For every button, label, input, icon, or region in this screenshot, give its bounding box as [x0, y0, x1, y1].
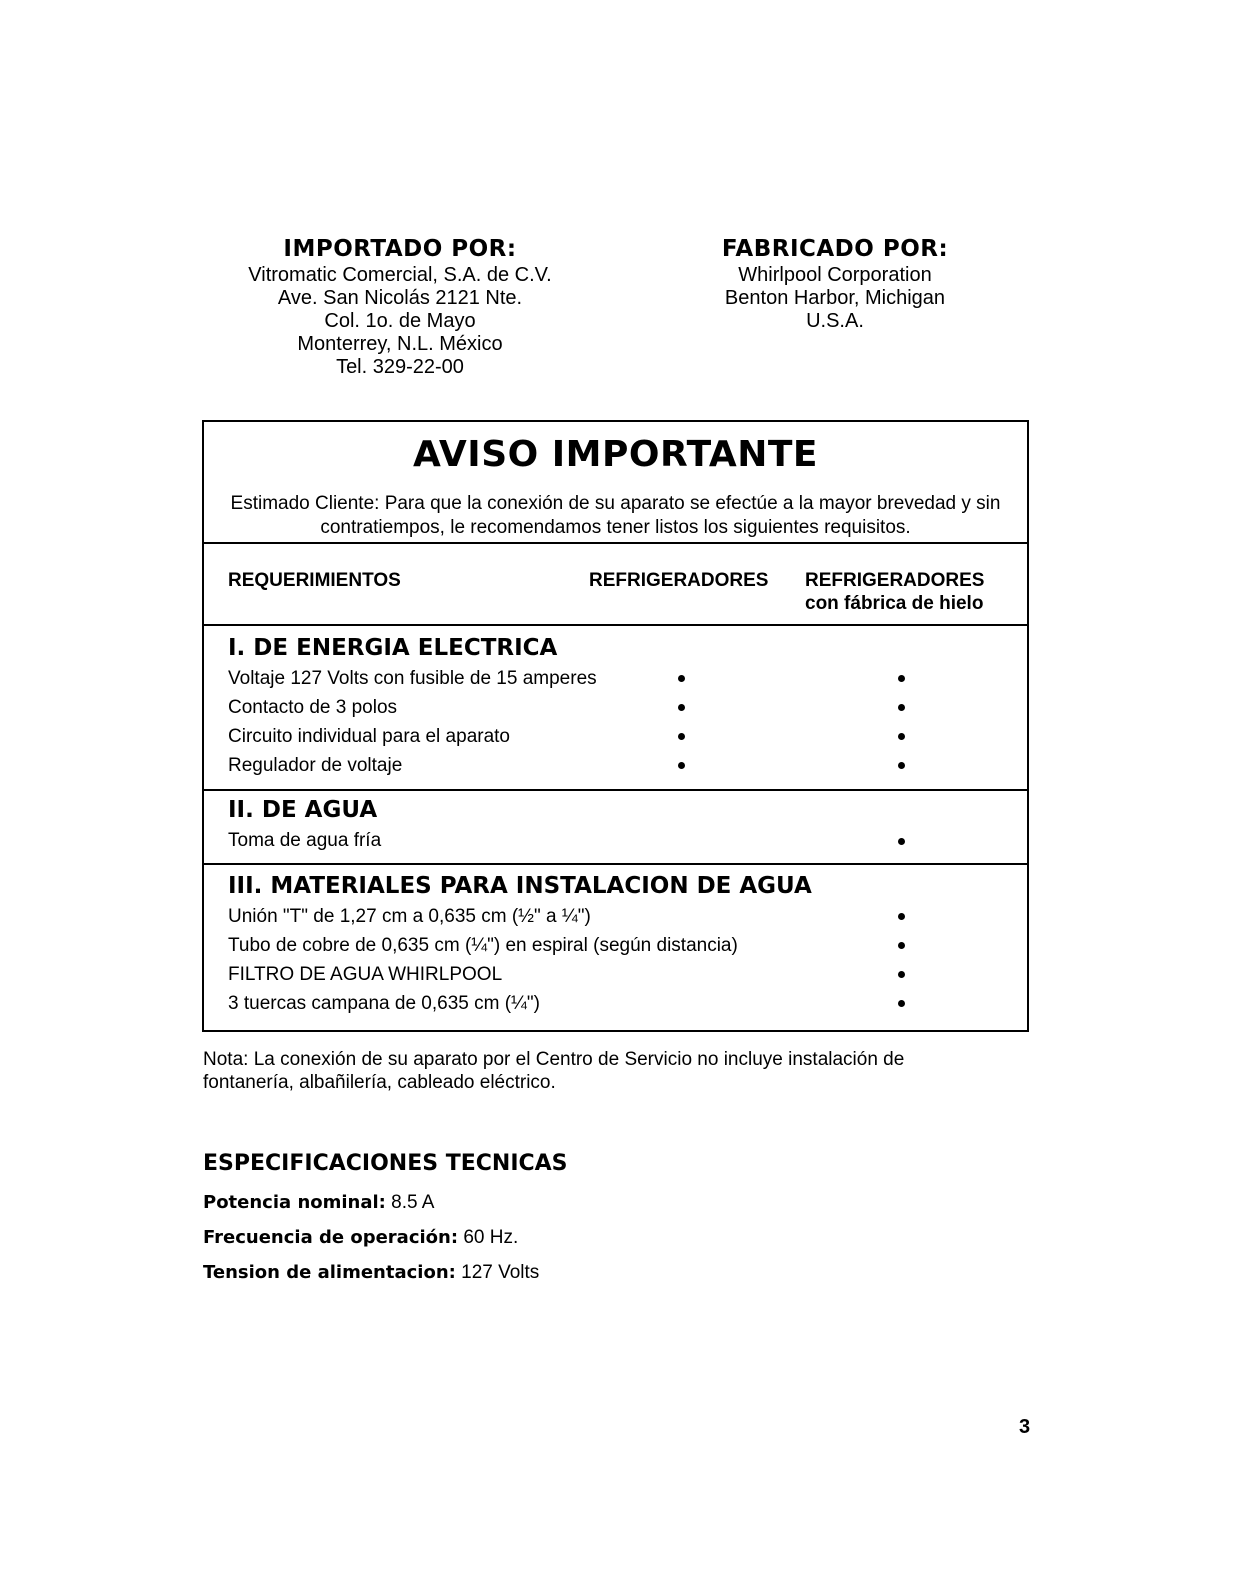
- bullet-con-hielo: [898, 704, 905, 711]
- importer-line: Tel. 329-22-00: [336, 356, 464, 378]
- nota: [203, 1048, 963, 1094]
- manufacturer-heading: FABRICADO POR:: [721, 236, 949, 262]
- divider: [204, 624, 1027, 626]
- spec-label: Tension de alimentacion:: [203, 1262, 456, 1283]
- bullet-con-hielo: [898, 1000, 905, 1007]
- column-header-refrigeradores: REFRIGERADORES: [589, 570, 769, 591]
- requirement-row: Toma de agua fría: [228, 830, 382, 851]
- spec-value: 8.5 A: [391, 1192, 435, 1213]
- aviso-intro-line: Estimado Cliente: Para que la conexión de su aparato se efectúe a la mayor brevedad y sin: [230, 493, 1001, 514]
- nota-line: Nota: La conexión de su aparato por el Centro de Servicio no incluye instalación de: [203, 1049, 905, 1070]
- requirement-row: Regulador de voltaje: [228, 755, 403, 776]
- spec-label: Frecuencia de operación:: [203, 1227, 459, 1248]
- aviso-intro: [210, 492, 1021, 540]
- importer-heading: IMPORTADO POR:: [283, 236, 517, 262]
- page-number: 3: [1019, 1416, 1031, 1438]
- column-header-line: REFRIGERADORES: [805, 570, 985, 591]
- section-title: I. DE ENERGIA ELECTRICA: [228, 635, 558, 661]
- bullet-refrigeradores: [678, 733, 685, 740]
- requirement-row: FILTRO DE AGUA WHIRLPOOL: [228, 964, 503, 985]
- requirement-row: Tubo de cobre de 0,635 cm (¼") en espiral (según distancia): [228, 935, 738, 956]
- nota-line: fontanería, albañilería, cableado eléctrico.: [203, 1072, 556, 1093]
- importer-line: Col. 1o. de Mayo: [324, 310, 476, 332]
- aviso-importante-box: [202, 420, 1029, 1032]
- divider: [204, 542, 1027, 544]
- bullet-refrigeradores: [678, 675, 685, 682]
- section-title: III. MATERIALES PARA INSTALACION DE AGUA: [228, 873, 812, 899]
- manufacturer-info: [685, 234, 985, 333]
- bullet-con-hielo: [898, 971, 905, 978]
- column-header-line: con fábrica de hielo: [805, 593, 984, 614]
- section-title: II. DE AGUA: [228, 797, 378, 823]
- divider: [204, 863, 1027, 865]
- bullet-refrigeradores: [678, 704, 685, 711]
- especificaciones-title: ESPECIFICACIONES TECNICAS: [203, 1151, 568, 1176]
- importer-line: Ave. San Nicolás 2121 Nte.: [277, 287, 523, 309]
- column-header-refrigeradores-hielo: [805, 569, 984, 615]
- spec-item: [203, 1262, 539, 1284]
- requirement-row: Contacto de 3 polos: [228, 697, 398, 718]
- importer-line: Vitromatic Comercial, S.A. de C.V.: [248, 264, 552, 286]
- aviso-title: AVISO IMPORTANTE: [413, 434, 818, 475]
- importer-info: [200, 234, 600, 379]
- manufacturer-line: U.S.A.: [806, 310, 864, 332]
- bullet-con-hielo: [898, 942, 905, 949]
- requirement-row: Voltaje 127 Volts con fusible de 15 amperes: [228, 668, 597, 689]
- bullet-con-hielo: [898, 675, 905, 682]
- importer-line: Monterrey, N.L. México: [297, 333, 503, 355]
- manufacturer-line: Benton Harbor, Michigan: [724, 287, 946, 309]
- column-header-requerimientos: REQUERIMIENTOS: [228, 570, 401, 591]
- spec-item: [203, 1192, 434, 1214]
- spec-value: 60 Hz.: [463, 1227, 519, 1248]
- bullet-refrigeradores: [678, 762, 685, 769]
- spec-value: 127 Volts: [461, 1262, 540, 1283]
- divider: [204, 789, 1027, 791]
- aviso-intro-line: contratiempos, le recomendamos tener listos los siguientes requisitos.: [320, 517, 911, 538]
- bullet-con-hielo: [898, 762, 905, 769]
- spec-item: [203, 1227, 518, 1249]
- bullet-con-hielo: [898, 733, 905, 740]
- requirement-row: Unión "T" de 1,27 cm a 0,635 cm (½" a ¼"): [228, 906, 591, 927]
- spec-label: Potencia nominal:: [203, 1192, 386, 1213]
- requirement-row: 3 tuercas campana de 0,635 cm (¼"): [228, 993, 540, 1014]
- manufacturer-line: Whirlpool Corporation: [738, 264, 932, 286]
- bullet-con-hielo: [898, 913, 905, 920]
- requirement-row: Circuito individual para el aparato: [228, 726, 510, 747]
- bullet-con-hielo: [898, 838, 905, 845]
